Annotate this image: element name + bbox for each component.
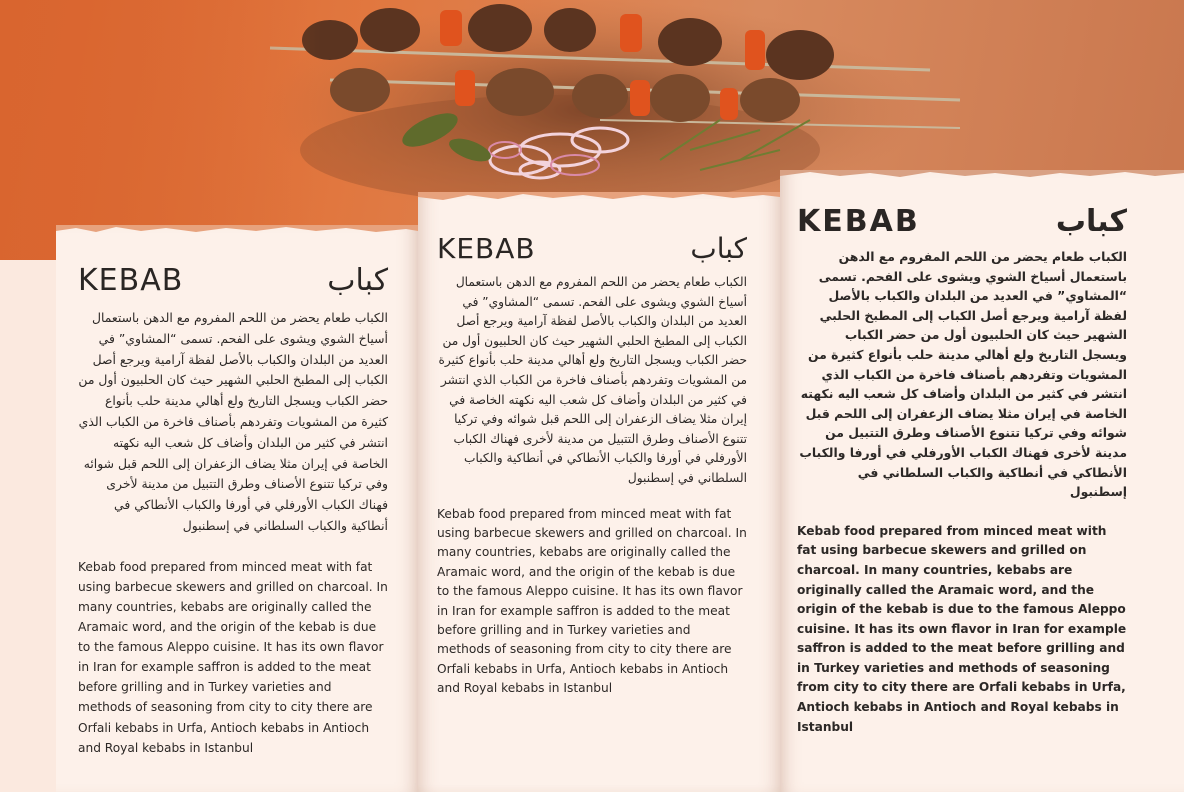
english-description: Kebab food prepared from minced meat with fat using barbecue skewers and grilled on charcoal. In many countries, kebabs are originally called the Aramaic word, and the origin of the kebab is due to the famous Aleppo cuisine. It has its own flavor in Iran for example saffron is added to the meat before grilling and in Turkey varieties and methods of seasoning from city to city there are Orfali kebabs in Urfa, Antioch kebabs in Antioch and Royal kebabs in Istanbul xyxy=(437,506,747,696)
arabic-title: كباب xyxy=(690,232,747,265)
arabic-title: كباب xyxy=(327,263,388,298)
title-row xyxy=(797,204,1127,239)
torn-paper-edge xyxy=(780,170,1184,184)
english-title: KEBAB xyxy=(437,232,536,265)
title-row xyxy=(437,232,747,265)
kebab-panel-left xyxy=(56,225,418,792)
arabic-description: الكباب طعام يحضر من اللحم المفروم مع الدهن باستعمال أسياخ الشوي ويشوى على الفحم. تسمى “المشاوي” في العديد من البلدان والكباب بالأصل لفظة آرامية ويرجع أصل الكباب إلى المطبخ الحلبي الشهير حيث كان الحلبيون أول من حضر الكباب ويسجل التاريخ ولع أهالي مدينة حلب بأنواع كثيرة من المشويات وتفردهم بأصناف فاخرة من الكباب الذي انتشر في كثير من البلدان وأضاف كل شعب اليه نكهته الخاصة في إيران مثلا يضاف الزعفران إلى اللحم قبل شوائه وفي تركيا تتنوع الأصناف وطرق التتبيل من مدينة لأخرى فهناك الكباب الأورفلي في أورفا والكباب الأنطاكي في أنطاكية والكباب السلطاني في إسطنبول xyxy=(78,310,388,533)
english-title: KEBAB xyxy=(797,204,920,239)
arabic-description: الكباب طعام يحضر من اللحم المفروم مع الدهن باستعمال أسياخ الشوي ويشوى على الفحم. تسمى “المشاوي” في العديد من البلدان والكباب بالأصل لفظة آرامية ويرجع أصل الكباب إلى المطبخ الحلبي الشهير حيث كان الحلبيون أول من حضر الكباب ويسجل التاريخ ولع أهالي مدينة حلب بأنواع كثيرة من المشويات وتفردهم بأصناف فاخرة من الكباب الذي انتشر في كثير من البلدان وأضاف كل شعب اليه نكهته الخاصة في إيران مثلا يضاف الزعفران إلى اللحم قبل شوائه وفي تركيا تتنوع الأصناف وطرق التتبيل من مدينة لأخرى فهناك الكباب الأورفلي في أورفا والكباب الأنطاكي في أنطاكية والكباب السلطاني في إسطنبول xyxy=(799,249,1127,500)
torn-paper-edge xyxy=(418,192,780,206)
title-row xyxy=(78,263,388,298)
torn-paper-edge xyxy=(56,225,418,239)
kebab-panel-middle xyxy=(418,192,780,792)
english-title: KEBAB xyxy=(78,263,184,298)
arabic-description: الكباب طعام يحضر من اللحم المفروم مع الدهن باستعمال أسياخ الشوي ويشوى على الفحم. تسمى “المشاوي” في العديد من البلدان والكباب بالأصل لفظة آرامية ويرجع أصل الكباب إلى المطبخ الحلبي الشهير حيث كان الحلبيون أول من حضر الكباب ويسجل التاريخ ولع أهالي مدينة حلب بأنواع كثيرة من المشويات وتفردهم بأصناف فاخرة من الكباب الذي انتشر في كثير من البلدان وأضاف كل شعب اليه نكهته الخاصة في إيران مثلا يضاف الزعفران إلى اللحم قبل شوائه وفي تركيا تتنوع الأصناف وطرق التتبيل من مدينة لأخرى فهناك الكباب الأورفلي في أورفا والكباب الأنطاكي في أنطاكية والكباب السلطاني في إسطنبول xyxy=(438,275,747,485)
english-description: Kebab food prepared from minced meat with fat using barbecue skewers and grilled on charcoal. In many countries, kebabs are originally called the Aramaic word, and the origin of the kebab is due to the famous Aleppo cuisine. It has its own flavor in Iran for example saffron is added to the meat before grilling and in Turkey varieties and methods of seasoning from city to city there are Orfali kebabs in Urfa, Antioch kebabs in Antioch and Royal kebabs in Istanbul xyxy=(78,559,388,755)
kebab-panel-right xyxy=(780,170,1184,792)
arabic-title: كباب xyxy=(1055,204,1127,239)
english-description: Kebab food prepared from minced meat with fat using barbecue skewers and grilled on charcoal. In many countries, kebabs are originally called the Aramaic word, and the origin of the kebab is due to the famous Aleppo cuisine. It has its own flavor in Iran for example saffron is added to the meat before grilling and in Turkey varieties and methods of seasoning from city to city there are Orfali kebabs in Urfa, Antioch kebabs in Antioch and Royal kebabs in Istanbul xyxy=(797,523,1127,734)
